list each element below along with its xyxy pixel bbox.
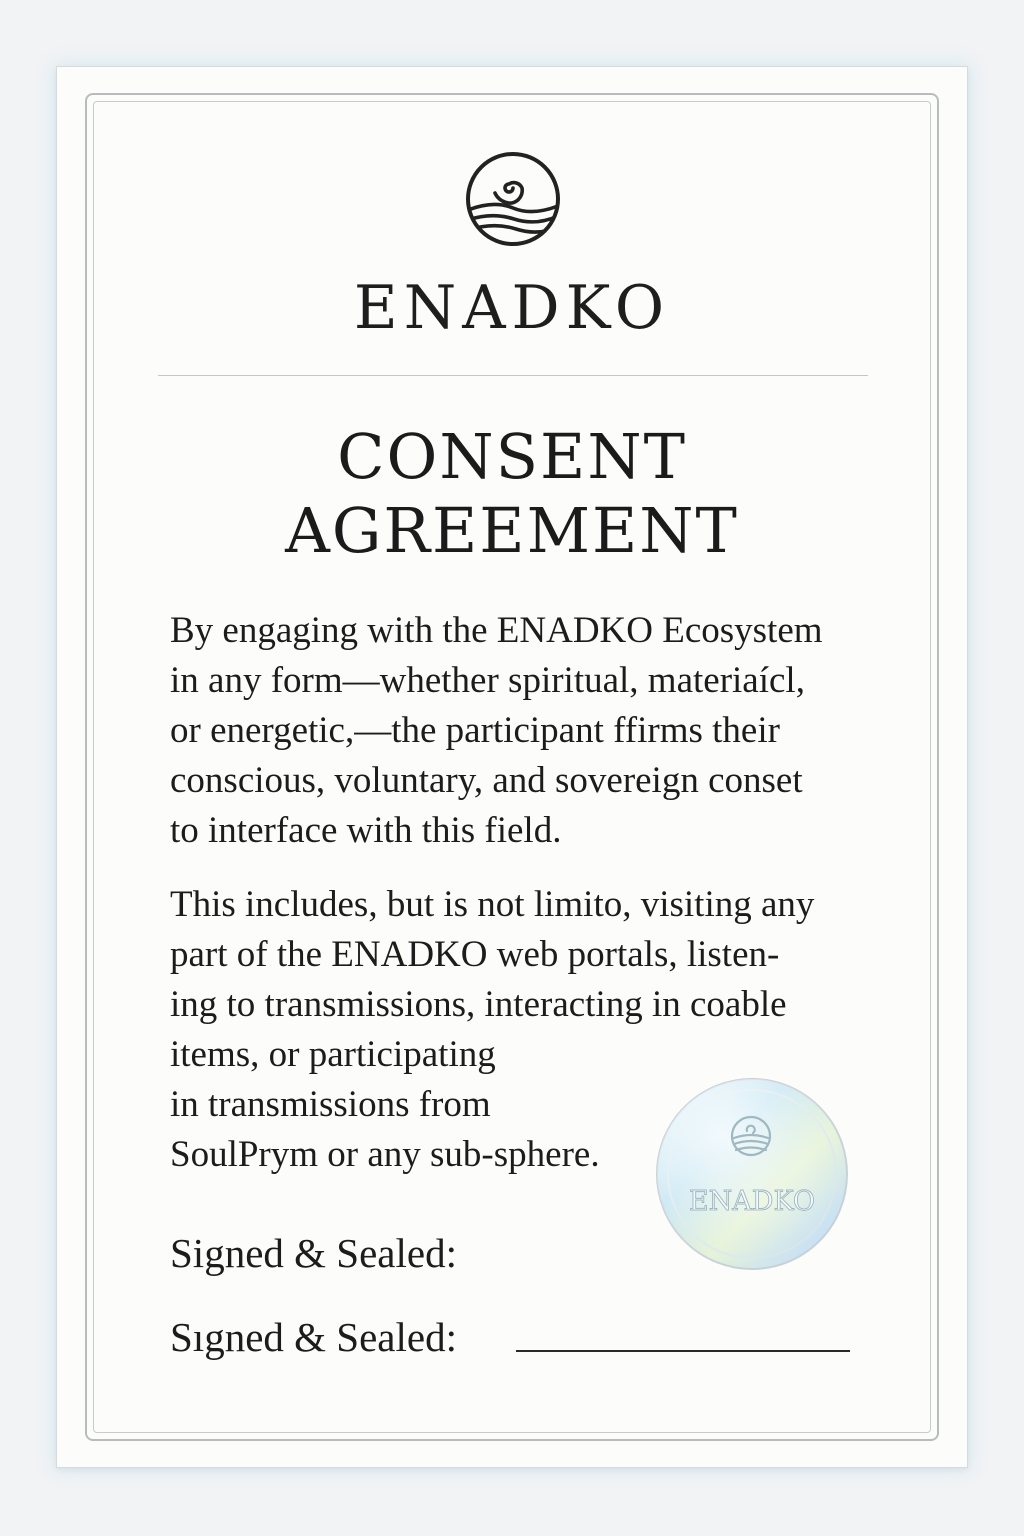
- paragraph-line: in any form—whether spiritual, materiaícl,: [170, 660, 805, 701]
- holographic-seal-icon: [654, 1076, 850, 1272]
- signed-sealed-label: Signed & Sealed:: [170, 1230, 457, 1276]
- paragraph-line: in transmissions from: [170, 1084, 491, 1125]
- spiral-wave-logo-icon: [464, 150, 562, 248]
- title-line-2: AGREEMENT: [285, 494, 739, 567]
- title-line-1: CONSENT: [337, 420, 687, 493]
- brand-name: ENADKO: [353, 273, 671, 343]
- paragraph-line: conscious, voluntary, and sovereign conset: [170, 760, 803, 801]
- page-title: [0, 420, 1024, 568]
- paragraph-line: part of the ENADKO web portals, listen-: [170, 934, 780, 975]
- seal-text: ENADKO: [688, 1186, 816, 1217]
- paragraph-line: SoulPrym or any sub-sphere.: [170, 1134, 600, 1175]
- signed-sealed-label-2: Sıgned & Sealed:: [170, 1314, 457, 1360]
- paragraph-line: This includes, but is not limito, visiting any: [170, 884, 815, 925]
- paragraph-line: to interface with this field.: [170, 810, 562, 851]
- consent-paragraph-1: [170, 606, 870, 856]
- paragraph-line: By engaging with the ENADKO Ecosystem: [170, 610, 823, 651]
- paragraph-line: or energetic,—the participant ffirms their: [170, 710, 780, 751]
- paragraph-line: ing to transmissions, interacting in coable: [170, 984, 787, 1025]
- divider: [158, 375, 868, 376]
- paragraph-line: items, or participating: [170, 1034, 496, 1075]
- signature-line[interactable]: [516, 1350, 850, 1352]
